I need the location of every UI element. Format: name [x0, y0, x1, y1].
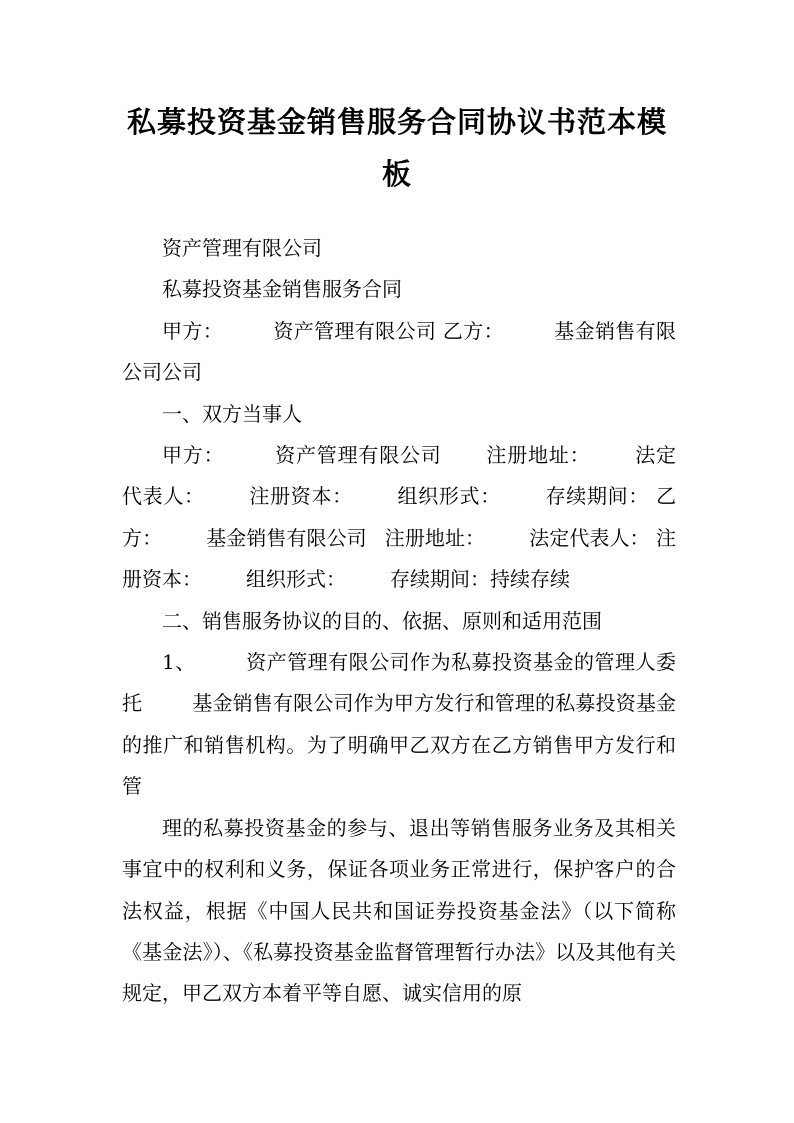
- parties-line: 甲方： 资产管理有限公司 乙方： 基金销售有限公司公司: [122, 318, 677, 385]
- clause-1-continued-paragraph: 理的私募投资基金的参与、退出等销售服务业务及其相关事宜中的权利和义务，保证各项业务正常进行，保护客户的合法权益，根据《中国人民共和国证券投资基金法》（以下简称《基金法》）、《私募投资基金监督管理暂行办法》以及其他有关规定，甲乙双方本着平等自愿、诚实信用的原: [122, 815, 676, 1006]
- title-line-2: 板: [381, 157, 412, 191]
- title-line-1: 私募投资基金销售服务合同协议书范本模: [126, 105, 667, 139]
- document-body: [122, 228, 676, 1015]
- party-details-paragraph: 甲方： 资产管理有限公司 注册地址： 法定代表人： 注册资本： 组织形式： 存续期间： 乙方： 基金销售有限公司 注册地址： 法定代表人： 注册资本： 组织形式： 存续期间：持续存续: [122, 443, 677, 592]
- clause-1-paragraph: 1、 资产管理有限公司作为私募投资基金的管理人委托 基金销售有限公司作为甲方发行和管理的私募投资基金的推广和销售机构。为了明确甲乙双方在乙方销售甲方发行和管: [122, 650, 677, 799]
- contract-name-line: 私募投资基金销售服务合同: [162, 277, 402, 302]
- section-2-heading: 二、销售服务协议的目的、依据、原则和适用范围: [162, 608, 602, 633]
- company-name-line: 资产管理有限公司: [162, 236, 322, 260]
- document-title: [100, 96, 694, 200]
- section-1-heading: 一、双方当事人: [162, 401, 302, 426]
